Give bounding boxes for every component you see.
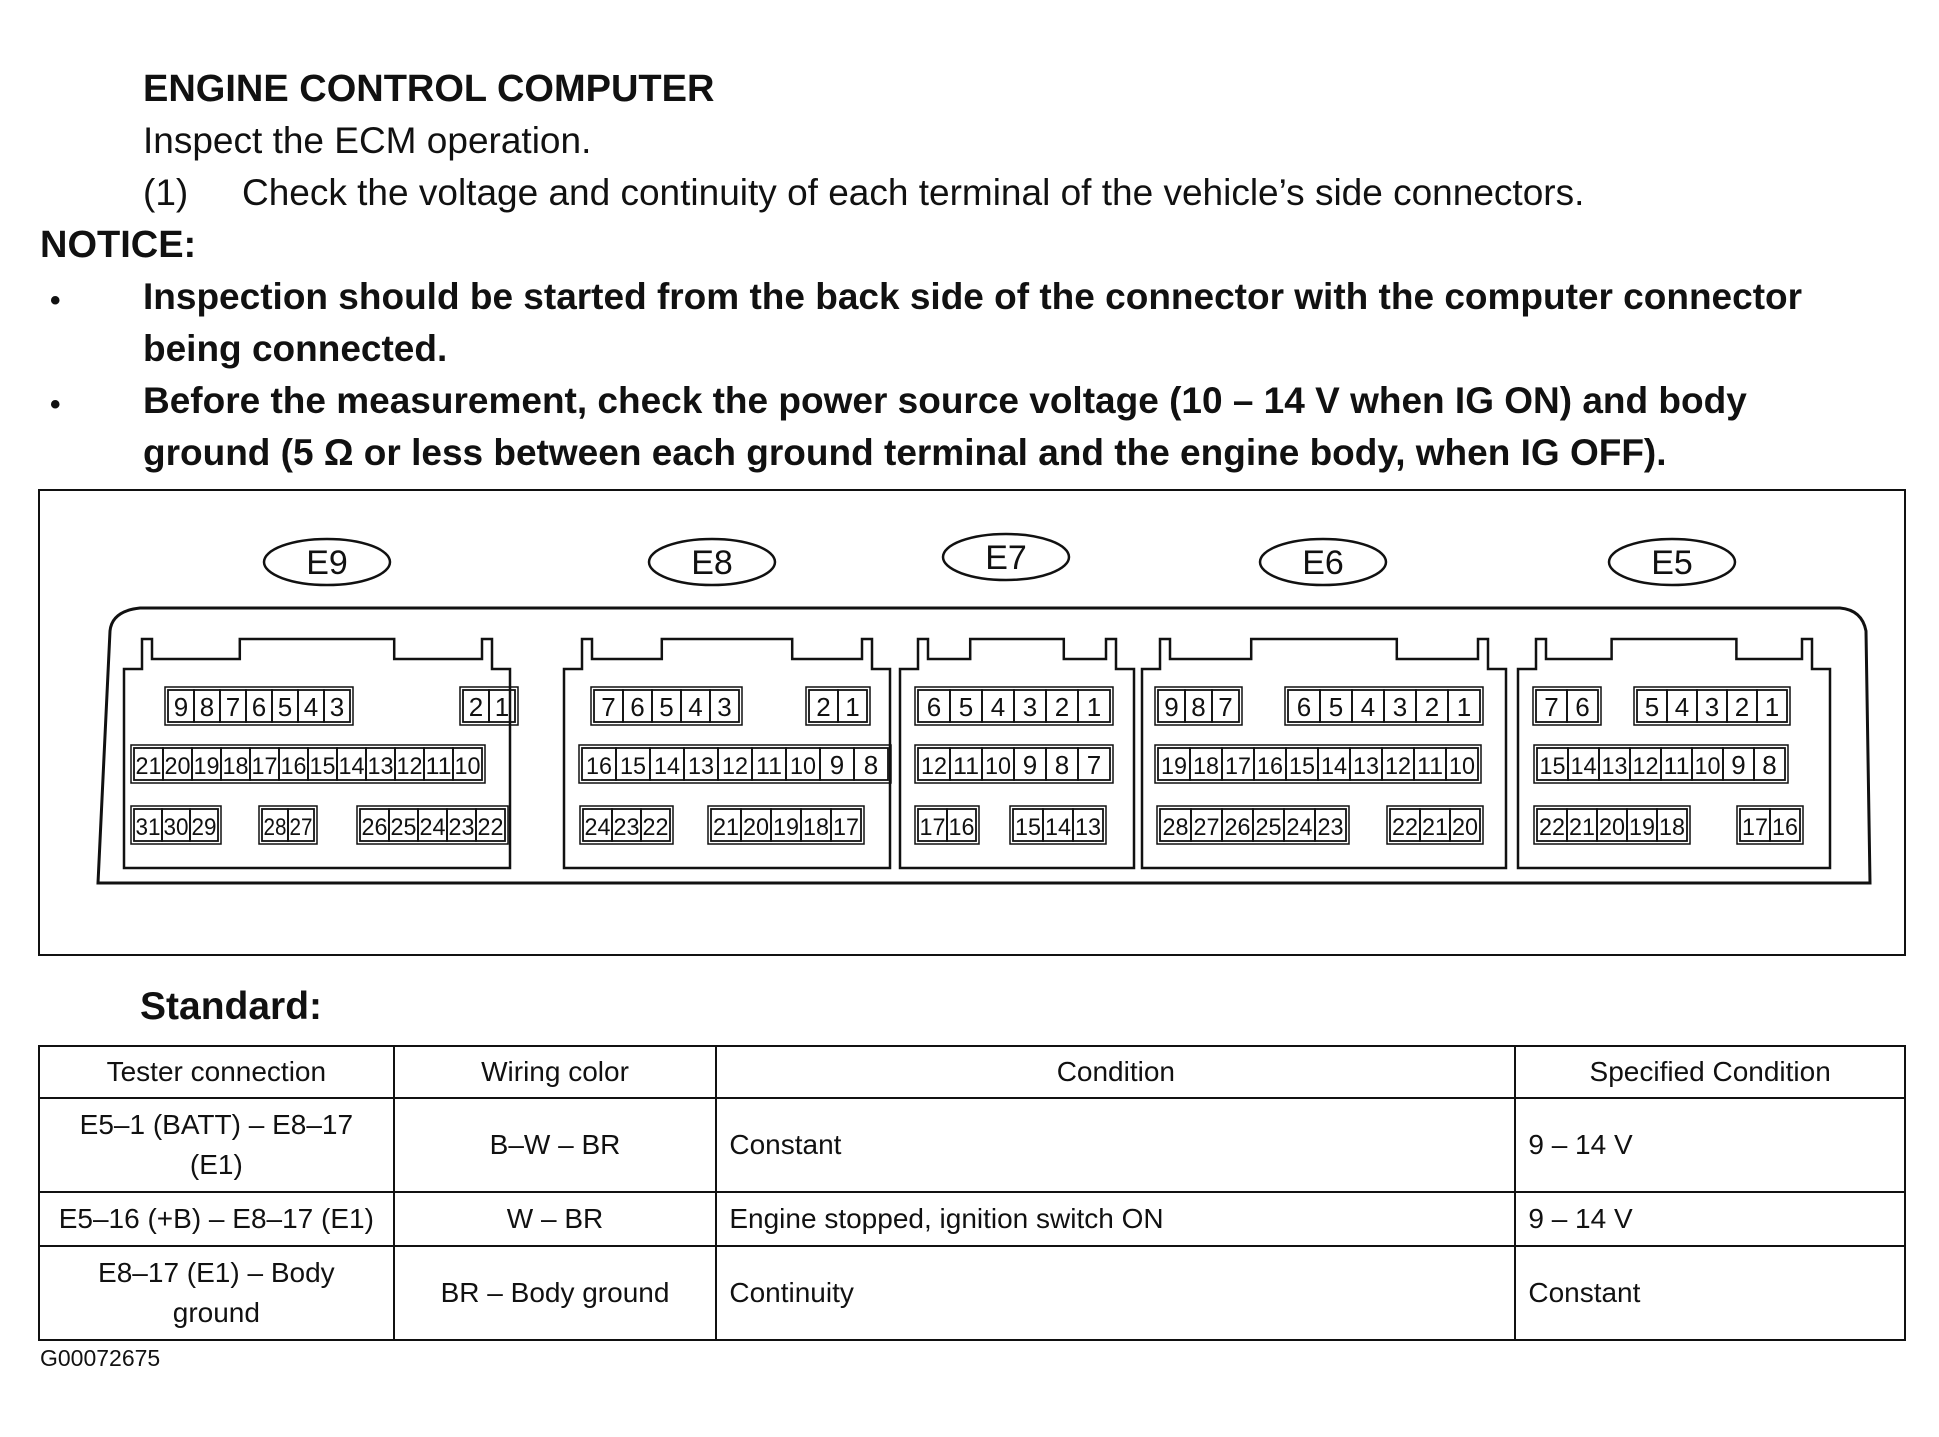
pin-row <box>1634 687 1790 725</box>
pin-number: 3 <box>717 692 732 722</box>
pin-number: 4 <box>990 692 1006 722</box>
pin-number: 26 <box>1224 814 1251 841</box>
page-title: ENGINE CONTROL COMPUTER <box>143 68 715 110</box>
cell-tester-connection <box>39 1098 394 1192</box>
table-row <box>39 1192 1905 1246</box>
pin-row <box>580 806 673 844</box>
pin-number: 24 <box>1286 814 1313 841</box>
pin-number: 12 <box>396 753 423 780</box>
pin-number: 21 <box>713 814 739 841</box>
header-wiring-color: Wiring color <box>394 1046 717 1098</box>
connector-e8 <box>564 539 891 868</box>
pin-number: 2 <box>816 692 831 722</box>
table-row <box>39 1246 1905 1340</box>
pin-number: 19 <box>193 753 220 780</box>
pin-number: 7 <box>601 692 616 722</box>
pin-number: 23 <box>1317 814 1344 841</box>
pin-row <box>579 745 891 783</box>
tester-line-2: (E1) <box>189 1149 243 1180</box>
pin-row <box>591 687 742 725</box>
pin-number: 13 <box>688 753 714 780</box>
pin-number: 1 <box>1086 692 1102 722</box>
pin-number: 9 <box>1164 692 1179 722</box>
pin-number: 18 <box>1193 753 1219 780</box>
pin-number: 20 <box>1599 814 1625 841</box>
pin-number: 3 <box>1392 692 1408 722</box>
pin-number: 3 <box>1704 692 1720 722</box>
pin-number: 16 <box>1772 814 1798 841</box>
pin-number: 17 <box>1742 814 1768 841</box>
pin-number: 19 <box>1161 753 1187 780</box>
tester-line-1: E8–17 (E1) – Body <box>98 1257 335 1288</box>
step-number: (1) <box>143 172 189 213</box>
pin-row <box>131 806 221 844</box>
pin-number: 1 <box>845 692 860 722</box>
pin-number: 12 <box>722 753 748 780</box>
pin-number: 7 <box>1218 692 1233 722</box>
connector-label: E7 <box>985 539 1027 577</box>
cell-wiring-color: W – BR <box>394 1192 717 1246</box>
pin-number: 6 <box>630 692 645 722</box>
pin-row <box>131 745 485 783</box>
pin-number: 9 <box>173 692 189 722</box>
pin-row <box>259 806 317 844</box>
notice-label: NOTICE: <box>40 224 197 266</box>
tester-line-1: E5–1 (BATT) – E8–17 <box>79 1109 354 1140</box>
cell-condition: Engine stopped, ignition switch ON <box>716 1192 1515 1246</box>
pin-number: 13 <box>1353 753 1379 780</box>
pin-number: 20 <box>1452 814 1478 841</box>
bullet-1-dot: • <box>50 284 61 317</box>
pin-number: 5 <box>1328 692 1344 722</box>
pin-number: 8 <box>1191 692 1206 722</box>
header-tester-connection: Tester connection <box>39 1046 394 1098</box>
pin-number: 9 <box>1731 750 1746 780</box>
pin-number: 1 <box>1764 692 1780 722</box>
pin-number: 14 <box>1570 753 1597 780</box>
pin-number: 28 <box>1162 814 1189 841</box>
pin-number: 22 <box>477 814 504 841</box>
pin-number: 2 <box>468 692 484 722</box>
pin-row <box>1010 806 1106 844</box>
pin-row <box>915 806 979 844</box>
pin-number: 5 <box>659 692 674 722</box>
pin-row <box>806 687 870 725</box>
pin-number: 15 <box>1015 814 1041 841</box>
pin-number: 11 <box>756 753 782 780</box>
pin-row <box>1534 745 1788 783</box>
header-specified-condition: Specified Condition <box>1515 1046 1905 1098</box>
pin-number: 5 <box>277 692 293 722</box>
bullet-2-line-1: Before the measurement, check the power source voltage (10 – 14 V when IG ON) and body <box>143 380 1747 421</box>
connector-label: E6 <box>1302 544 1344 582</box>
pin-number: 23 <box>613 814 640 841</box>
pin-number: 24 <box>584 814 611 841</box>
pin-number: 8 <box>199 692 215 722</box>
pin-row <box>1285 687 1483 725</box>
cell-condition: Continuity <box>716 1246 1515 1340</box>
pin-row <box>1157 806 1349 844</box>
connector-diagram <box>38 489 1906 956</box>
pin-number: 5 <box>1644 692 1660 722</box>
table-row <box>39 1098 1905 1192</box>
pin-number: 16 <box>948 814 975 841</box>
pin-number: 8 <box>863 750 879 780</box>
pin-number: 27 <box>289 814 313 841</box>
tester-line-1: E5–16 (+B) – E8–17 (E1) <box>58 1203 374 1234</box>
pin-number: 6 <box>1575 692 1590 722</box>
pin-number: 6 <box>1296 692 1312 722</box>
pin-row <box>1387 806 1483 844</box>
pin-number: 16 <box>280 753 307 780</box>
pin-number: 10 <box>454 753 481 780</box>
pin-number: 9 <box>829 750 845 780</box>
pin-number: 22 <box>1392 814 1418 841</box>
pin-number: 17 <box>251 753 278 780</box>
pin-number: 11 <box>1417 753 1443 780</box>
pin-number: 14 <box>338 753 365 780</box>
pin-number: 30 <box>163 814 189 841</box>
pin-number: 13 <box>1075 814 1101 841</box>
pin-number: 3 <box>1022 692 1038 722</box>
pin-number: 7 <box>1544 692 1559 722</box>
connector-e7 <box>900 534 1134 868</box>
pin-number: 1 <box>494 692 510 722</box>
cell-tester-connection <box>39 1246 394 1340</box>
connector-label: E9 <box>306 544 348 582</box>
pin-number: 7 <box>225 692 241 722</box>
pin-row <box>1737 806 1803 844</box>
pin-number: 11 <box>425 753 452 780</box>
bullet-2-dot: • <box>50 388 61 421</box>
pin-number: 22 <box>642 814 669 841</box>
pin-number: 19 <box>773 814 799 841</box>
pin-number: 17 <box>833 814 859 841</box>
pin-number: 25 <box>1255 814 1282 841</box>
cell-specified-condition: 9 – 14 V <box>1515 1098 1905 1192</box>
pin-row <box>915 687 1113 725</box>
connector-label: E8 <box>691 544 733 582</box>
bullet-2-line-2: ground (5 Ω or less between each ground terminal and the engine body, when IG OFF). <box>143 432 1667 473</box>
pin-number: 12 <box>921 753 947 780</box>
connector-e6 <box>1142 539 1506 868</box>
intro-text: Inspect the ECM operation. <box>143 120 592 161</box>
pin-number: 25 <box>390 814 417 841</box>
pin-number: 1 <box>1456 692 1472 722</box>
pin-number: 4 <box>688 692 703 722</box>
cell-wiring-color: B–W – BR <box>394 1098 717 1192</box>
pin-row <box>1155 745 1481 783</box>
pin-number: 8 <box>1762 750 1777 780</box>
pin-number: 21 <box>135 753 162 780</box>
pin-number: 24 <box>419 814 446 841</box>
pin-number: 2 <box>1054 692 1070 722</box>
table-header-row <box>39 1046 1905 1098</box>
ecm-connector-svg <box>40 491 1904 954</box>
standard-label: Standard: <box>140 985 323 1028</box>
pin-row <box>1533 687 1601 725</box>
pin-number: 14 <box>654 753 680 780</box>
cell-specified-condition: 9 – 14 V <box>1515 1192 1905 1246</box>
pin-number: 2 <box>1734 692 1750 722</box>
pin-number: 4 <box>1360 692 1376 722</box>
pin-number: 9 <box>1022 750 1038 780</box>
pin-number: 5 <box>958 692 974 722</box>
pin-number: 26 <box>361 814 388 841</box>
pin-number: 3 <box>329 692 345 722</box>
pin-number: 15 <box>1539 753 1566 780</box>
pin-number: 4 <box>303 692 319 722</box>
pin-number: 11 <box>1663 753 1690 780</box>
cell-condition: Constant <box>716 1098 1515 1192</box>
pin-number: 29 <box>191 814 217 841</box>
connector-label: E5 <box>1651 544 1693 582</box>
pin-number: 6 <box>251 692 267 722</box>
pin-number: 14 <box>1321 753 1347 780</box>
pin-number: 15 <box>620 753 646 780</box>
pin-number: 28 <box>263 814 287 841</box>
pin-number: 17 <box>919 814 946 841</box>
pin-number: 11 <box>953 753 979 780</box>
pin-number: 10 <box>790 753 816 780</box>
cell-wiring-color: BR – Body ground <box>394 1246 717 1340</box>
pin-number: 10 <box>1694 753 1721 780</box>
pin-number: 7 <box>1086 750 1102 780</box>
pin-number: 12 <box>1632 753 1659 780</box>
tester-line-2: ground <box>172 1297 260 1328</box>
pin-number: 15 <box>1289 753 1315 780</box>
pin-number: 8 <box>1054 750 1070 780</box>
cell-specified-condition: Constant <box>1515 1246 1905 1340</box>
pin-number: 16 <box>586 753 612 780</box>
pin-number: 4 <box>1674 692 1690 722</box>
pin-row <box>708 806 864 844</box>
bullet-1-line-1: Inspection should be started from the back side of the connector with the computer connector <box>143 276 1803 317</box>
connector-e5 <box>1518 539 1830 868</box>
pin-number: 2 <box>1424 692 1440 722</box>
pin-row <box>1155 687 1242 725</box>
pin-number: 10 <box>985 753 1011 780</box>
pin-row <box>357 806 508 844</box>
cell-tester-connection <box>39 1192 394 1246</box>
pin-row <box>1534 806 1690 844</box>
pin-number: 22 <box>1539 814 1565 841</box>
pin-number: 10 <box>1449 753 1475 780</box>
pin-number: 12 <box>1385 753 1411 780</box>
pin-number: 23 <box>448 814 475 841</box>
figure-code: G00072675 <box>40 1345 161 1371</box>
bullet-1-line-2: being connected. <box>143 328 448 369</box>
pin-number: 18 <box>803 814 829 841</box>
pin-number: 18 <box>1659 814 1685 841</box>
pin-number: 15 <box>309 753 336 780</box>
pin-number: 20 <box>164 753 191 780</box>
pin-number: 6 <box>926 692 942 722</box>
pin-number: 31 <box>135 814 161 841</box>
pin-number: 19 <box>1629 814 1655 841</box>
step-text: Check the voltage and continuity of each terminal of the vehicle’s side connectors. <box>242 172 1585 213</box>
pin-number: 20 <box>743 814 769 841</box>
pin-number: 21 <box>1569 814 1595 841</box>
pin-number: 13 <box>367 753 394 780</box>
pin-number: 16 <box>1257 753 1283 780</box>
pin-number: 21 <box>1422 814 1448 841</box>
pin-number: 27 <box>1193 814 1220 841</box>
header-condition: Condition <box>716 1046 1515 1098</box>
pin-row <box>165 687 353 725</box>
pin-number: 14 <box>1045 814 1071 841</box>
pin-number: 18 <box>222 753 249 780</box>
pin-number: 17 <box>1225 753 1251 780</box>
pin-number: 13 <box>1601 753 1628 780</box>
pin-row <box>915 745 1113 783</box>
standard-table <box>38 1045 1906 1341</box>
connector-e9 <box>124 539 518 868</box>
